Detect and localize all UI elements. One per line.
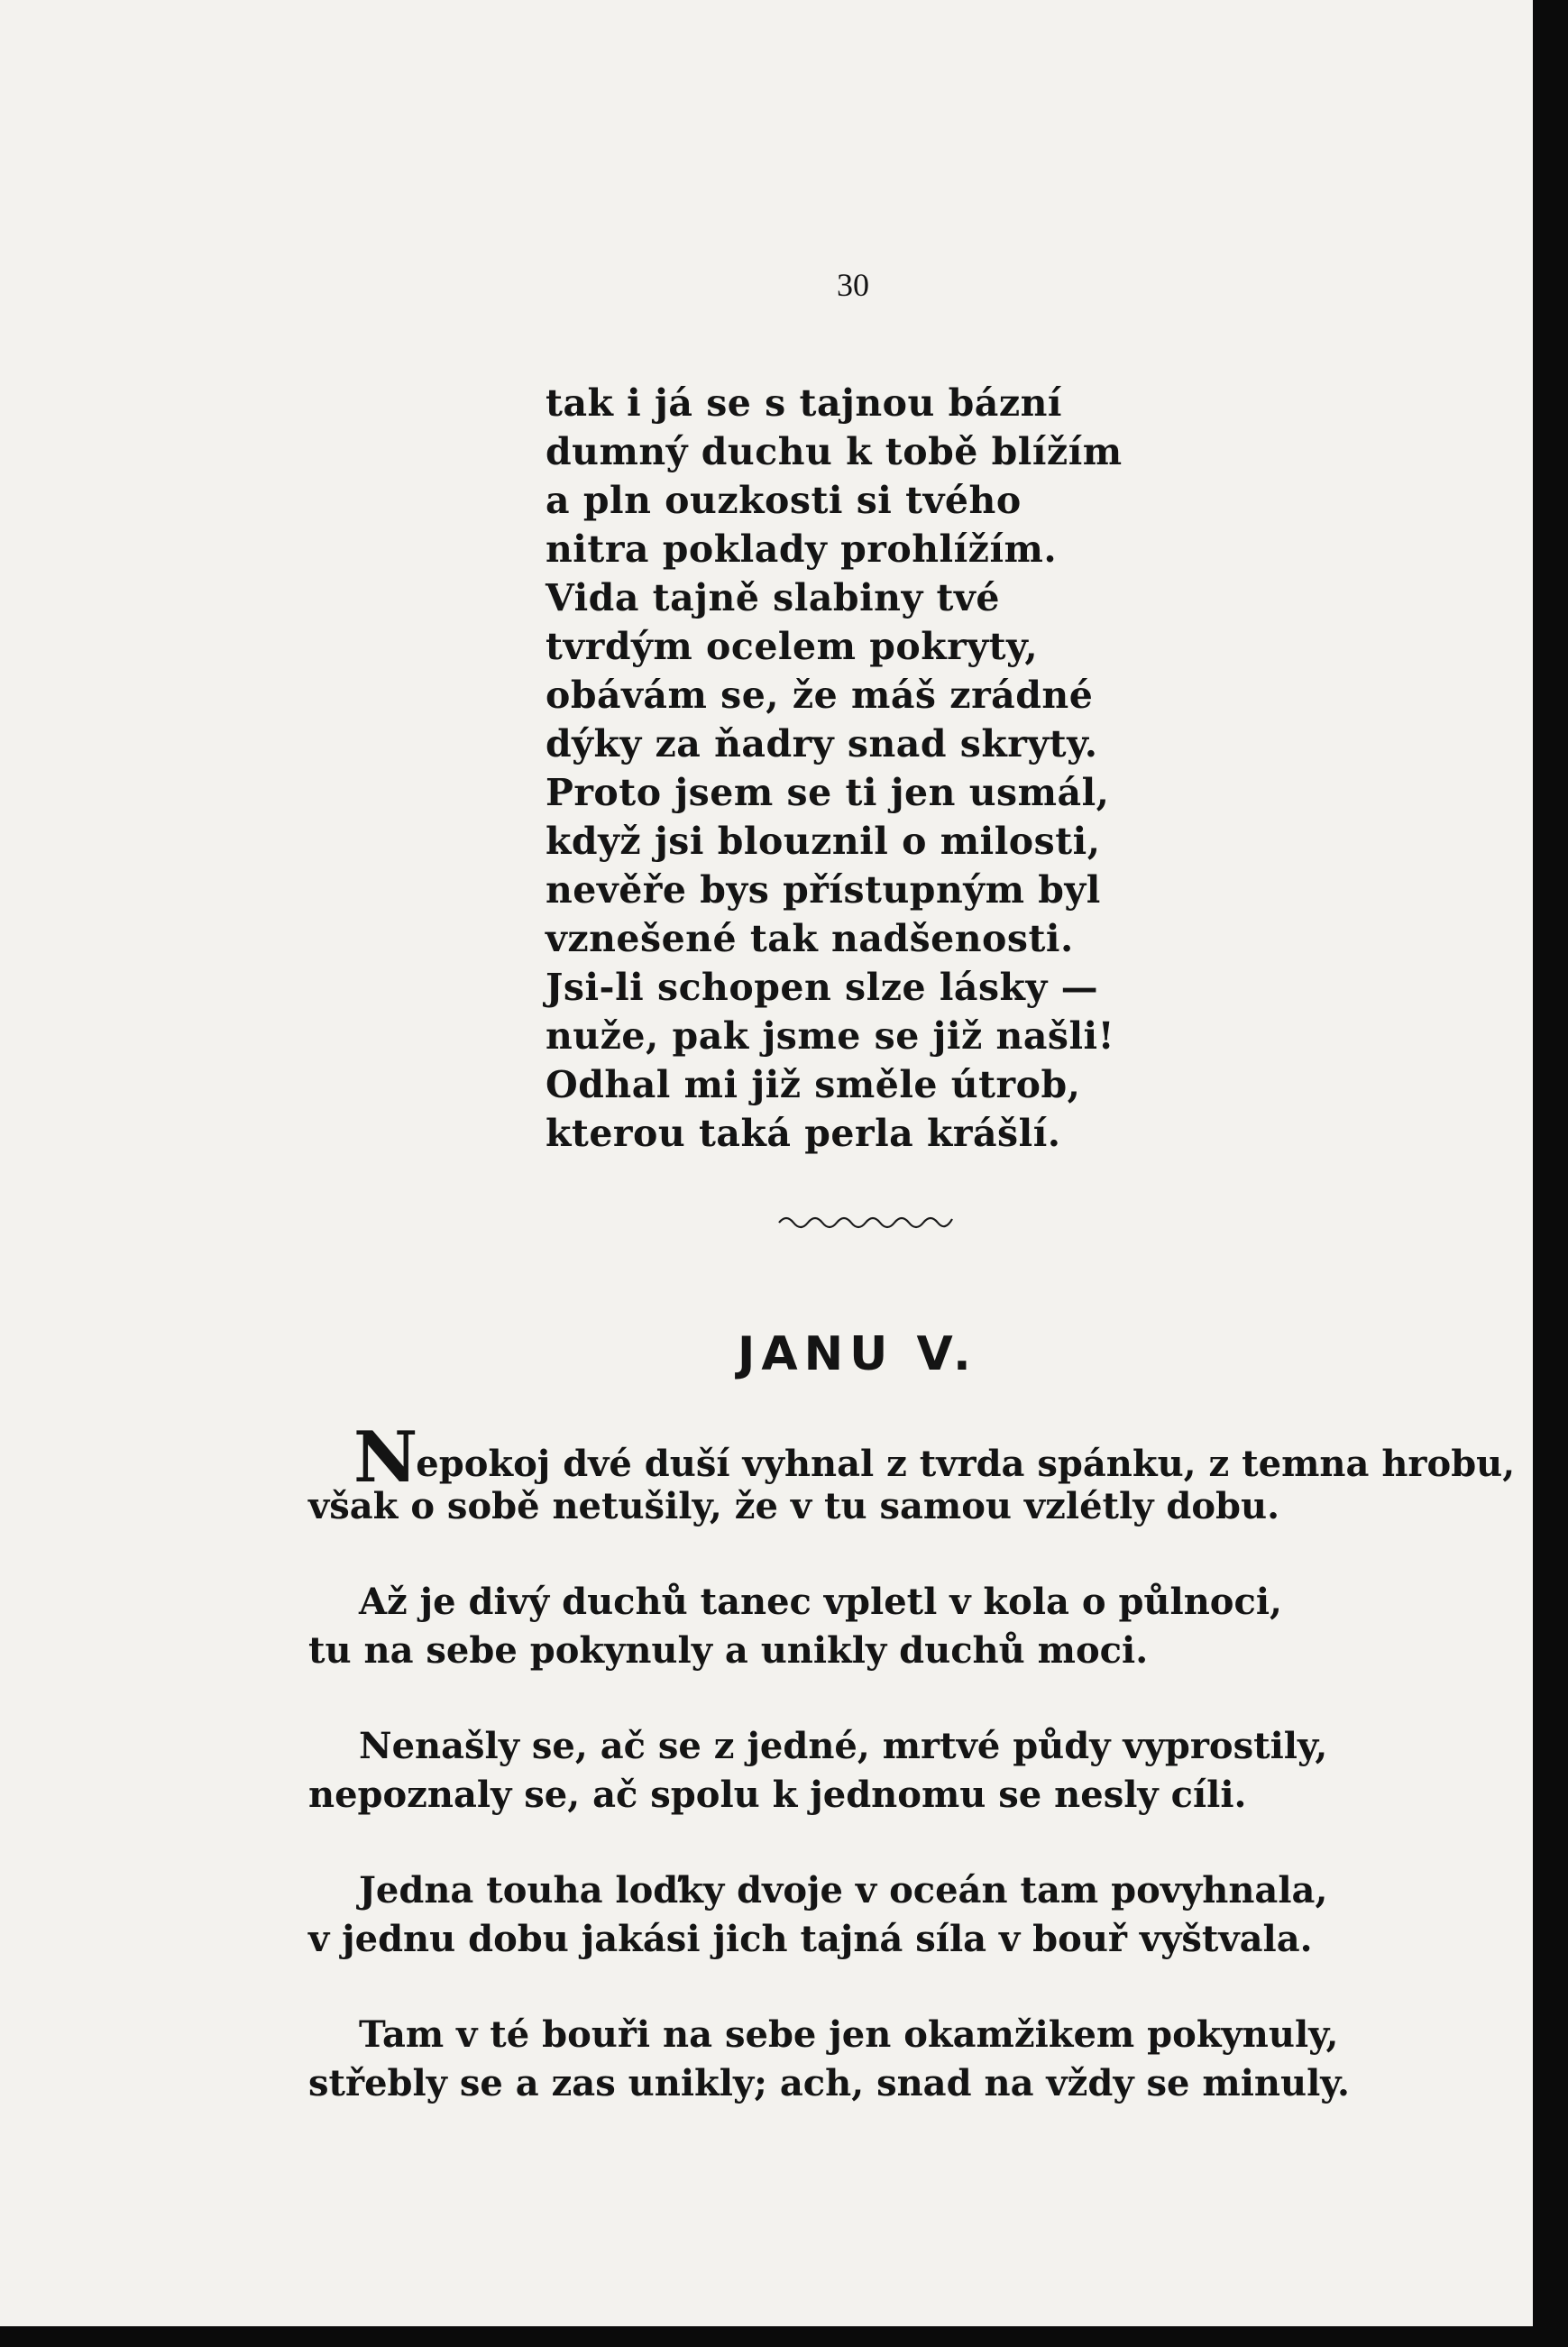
wavy-ornament-icon [777, 1210, 954, 1232]
stanza-line-text: epokoj dvé duší vyhnal z tvrda spánku, z temna hrobu, [416, 1443, 1516, 1485]
poem-line: nitra poklady prohlížím. [546, 527, 1058, 571]
poem-line: a pln ouzkosti si tvého [546, 479, 1022, 522]
poem-continuation [546, 379, 1123, 1158]
stanza [308, 1866, 1515, 1964]
poem-line: kterou taká perla krášlí. [546, 1112, 1061, 1155]
poem-line: tvrdým ocelem pokryty, [546, 625, 1039, 668]
poem-line: Proto jsem se ti jen usmál, [546, 771, 1110, 814]
poem-body [308, 1416, 1516, 2155]
poem-line: Jsi-li schopen slze lásky — [546, 966, 1099, 1009]
poem-line: nuže, pak jsme se již našli! [546, 1014, 1115, 1058]
stanza-line: tu na sebe pokynuly a unikly duchů moci. [308, 1629, 1149, 1672]
poem-line: nevěře bys přístupným byl [546, 868, 1101, 912]
poem-title: JANU V. [738, 1327, 977, 1381]
poem-line: dýky za ňadry snad skryty. [546, 722, 1098, 766]
stanza-line: nepoznaly se, ač spolu k jednomu se nesly cíli. [308, 1774, 1247, 1816]
stanza [308, 1722, 1515, 1820]
scan-border-bottom [0, 2326, 1568, 2347]
stanza [308, 1416, 1516, 1531]
stanza-line: Až je divý duchů tanec vpletl v kola o půlnoci, [359, 1581, 1282, 1623]
poem-line: obávám se, že máš zrádné [546, 674, 1094, 717]
drop-cap: N [353, 1416, 417, 1499]
poem-line: vznešené tak nadšenosti. [546, 917, 1074, 960]
stanza-line: Jedna touha loďky dvoje v oceán tam povyhnala, [359, 1869, 1328, 1912]
stanza-line: Tam v té bouři na sebe jen okamžikem pokynuly, [359, 2013, 1339, 2056]
stanza-line: střebly se a zas unikly; ach, snad na vždy se minuly. [308, 2062, 1350, 2104]
scan-border-right [1533, 0, 1568, 2347]
stanza-line: Nenašly se, ač se z jedné, mrtvé půdy vyprostily, [359, 1725, 1328, 1767]
poem-line: když jsi blouznil o milosti, [546, 820, 1101, 863]
poem-line: dumný duchu k tobě blížím [546, 430, 1123, 473]
poem-line: Odhal mi již směle útrob, [546, 1063, 1081, 1106]
poem-line: tak i já se s tajnou bázní [546, 381, 1062, 425]
poem-line: Vida tajně slabiny tvé [546, 576, 1000, 619]
stanza [308, 2011, 1515, 2108]
stanza-line [308, 1416, 1516, 1499]
stanza [308, 1578, 1515, 1675]
stanza-line: v jednu dobu jakási jich tajná síla v bouř vyštvala. [308, 1918, 1313, 1960]
page-number: 30 [837, 267, 869, 303]
stanza-line: však o sobě netušily, že v tu samou vzlétly dobu. [308, 1485, 1279, 1527]
